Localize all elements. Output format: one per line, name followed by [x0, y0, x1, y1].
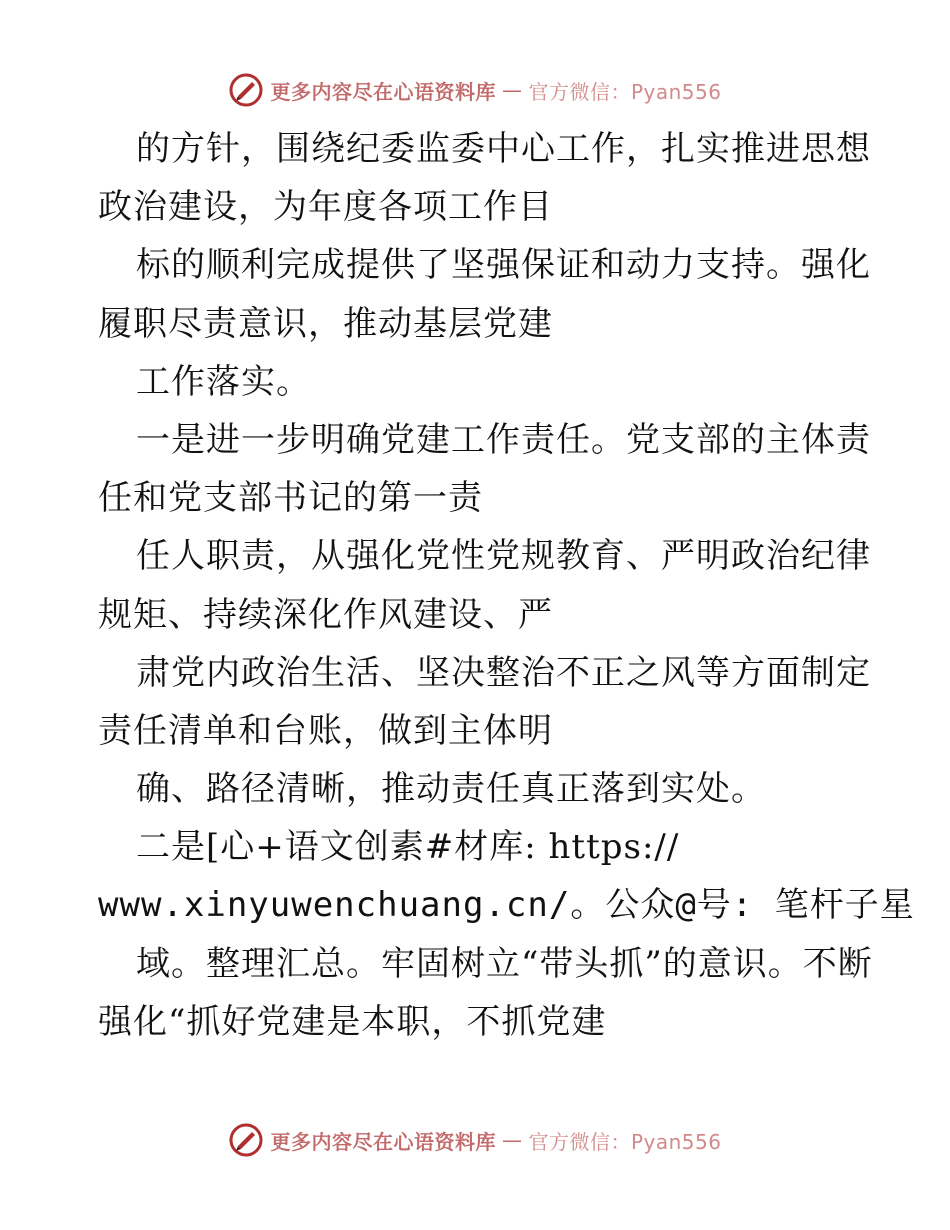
header-wechat: 官方微信：Pyan556	[528, 79, 722, 104]
body-line: 的方针，围绕纪委监委中心工作，扎实推进思想	[136, 129, 871, 169]
body-line: 确、路径清晰，推动责任真正落到实处。	[136, 769, 766, 810]
footer-title: 更多内容尽在心语资料库	[270, 1129, 496, 1154]
body-line: 任人职责，从强化党性党规教育、严明政治纪律	[136, 536, 871, 577]
pen-seal-logo-icon	[228, 72, 264, 108]
body-line: 域。整理汇总。牢固树立“带头抓”的意识。不断	[136, 943, 873, 984]
body-line: 二是[心+语文创素#材库: https://	[136, 827, 680, 868]
pen-seal-logo-icon	[228, 1122, 264, 1158]
body-line: 规矩、持续深化作风建设、严	[98, 594, 553, 635]
footer-wechat: 官方微信：Pyan556	[528, 1129, 722, 1154]
footer-separator: —	[501, 1128, 523, 1152]
header-separator: —	[501, 78, 523, 102]
header-title: 更多内容尽在心语资料库	[270, 79, 496, 104]
header-banner	[0, 70, 950, 110]
body-line: 任和党支部书记的第一责	[98, 478, 483, 519]
body-line: 强化“抓好党建是本职，不抓党建	[98, 1001, 607, 1042]
body-line: 标的顺利完成提供了坚强保证和动力支持。强化	[136, 245, 871, 286]
footer-banner	[0, 1120, 950, 1160]
document-body	[98, 120, 915, 1051]
body-line: 一是进一步明确党建工作责任。党支部的主体责	[136, 419, 871, 460]
body-line: 履职尽责意识，推动基层党建	[98, 303, 553, 344]
body-line: 工作落实。	[136, 361, 311, 402]
body-line: 政治建设，为年度各项工作目	[98, 187, 553, 228]
body-line: 责任清单和台账，做到主体明	[98, 710, 553, 751]
body-line: www.xinyuwenchuang.cn/。公众@号: 笔杆子星	[98, 885, 915, 926]
body-line: 肃党内政治生活、坚决整治不正之风等方面制定	[136, 652, 871, 693]
